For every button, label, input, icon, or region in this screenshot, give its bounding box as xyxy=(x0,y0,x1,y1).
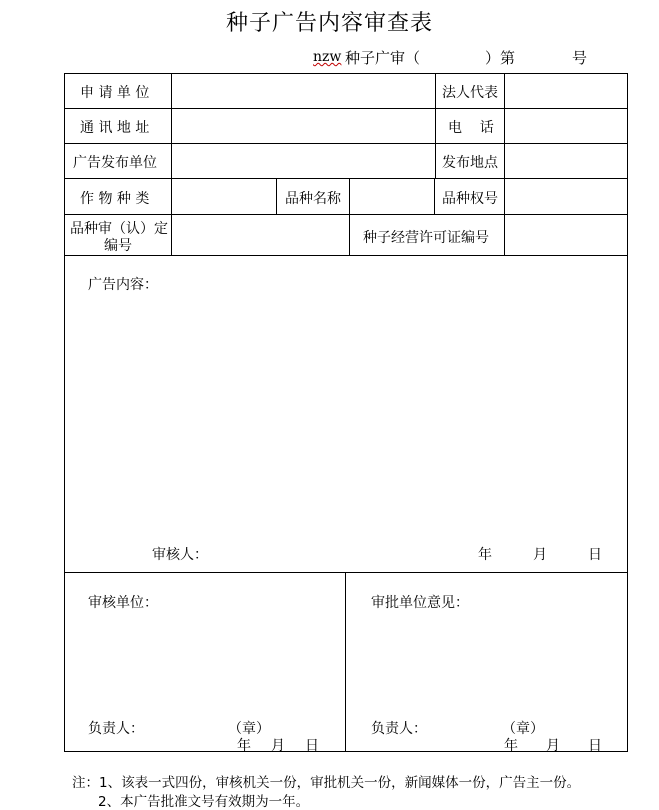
approval-responsible-label: 负责人： xyxy=(371,721,427,737)
approval-day: 日 xyxy=(588,738,602,754)
address-field[interactable] xyxy=(172,109,434,143)
variety-right-field[interactable] xyxy=(505,179,626,214)
content-year: 年 xyxy=(478,547,492,563)
review-year: 年 xyxy=(237,738,251,754)
publisher-label: 广告发布单位 xyxy=(73,155,157,171)
review-unit-label: 审核单位： xyxy=(88,595,158,611)
content-day: 日 xyxy=(588,547,602,563)
approval-month: 月 xyxy=(546,738,560,754)
variety-name-field[interactable] xyxy=(350,179,434,214)
crop-type-field[interactable] xyxy=(172,179,276,214)
note-line-2: 2、本广告批准文号有效期为一年。 xyxy=(98,794,310,810)
applicant-field[interactable] xyxy=(172,74,434,108)
ad-content-area[interactable] xyxy=(65,295,627,535)
review-month: 月 xyxy=(271,738,285,754)
phone-field[interactable] xyxy=(505,109,626,143)
variety-name-label: 品种名称 xyxy=(285,191,341,207)
approval-unit-label: 审批单位意见： xyxy=(371,595,469,611)
approval-unit-area[interactable] xyxy=(346,612,627,712)
approval-seal: （章） xyxy=(502,721,544,737)
legal-rep-label: 法人代表 xyxy=(442,85,498,101)
license-label: 种子经营许可证编号 xyxy=(363,230,489,246)
location-label: 发布地点 xyxy=(442,155,498,171)
note-line-1: 注：1、该表一式四份，审核机关一份，审批机关一份，新闻媒体一份，广告主一份。 xyxy=(72,775,581,791)
form-title: 种子广告内容审查表 xyxy=(225,11,433,36)
variety-approval-label: 品种审（认）定 xyxy=(70,221,168,237)
review-seal: （章） xyxy=(228,721,270,737)
review-day: 日 xyxy=(305,738,319,754)
doc-number-suffix: 号 xyxy=(572,49,588,67)
reviewer-label: 审核人： xyxy=(152,547,208,563)
publisher-field[interactable] xyxy=(172,144,434,178)
address-label: 通 讯 地 址 xyxy=(80,120,150,136)
location-field[interactable] xyxy=(505,144,626,178)
applicant-label: 申 请 单 位 xyxy=(80,85,150,101)
license-field[interactable] xyxy=(505,215,626,255)
approval-year: 年 xyxy=(504,738,518,754)
doc-number-prefix: nzw xyxy=(313,49,342,65)
review-responsible-label: 负责人： xyxy=(88,721,144,737)
doc-number-text: 种子广审（ xyxy=(345,49,421,67)
legal-rep-field[interactable] xyxy=(505,74,626,108)
variety-approval-field[interactable] xyxy=(172,215,349,255)
ad-content-label: 广告内容： xyxy=(88,277,158,293)
variety-right-label: 品种权号 xyxy=(442,191,498,207)
content-month: 月 xyxy=(533,547,547,563)
phone-label: 电 话 xyxy=(448,120,494,136)
crop-type-label: 作 物 种 类 xyxy=(80,191,150,207)
review-unit-area[interactable] xyxy=(65,612,344,712)
variety-approval-label-line2: 编号 xyxy=(104,238,132,254)
doc-number-close: ）第 xyxy=(485,49,516,67)
